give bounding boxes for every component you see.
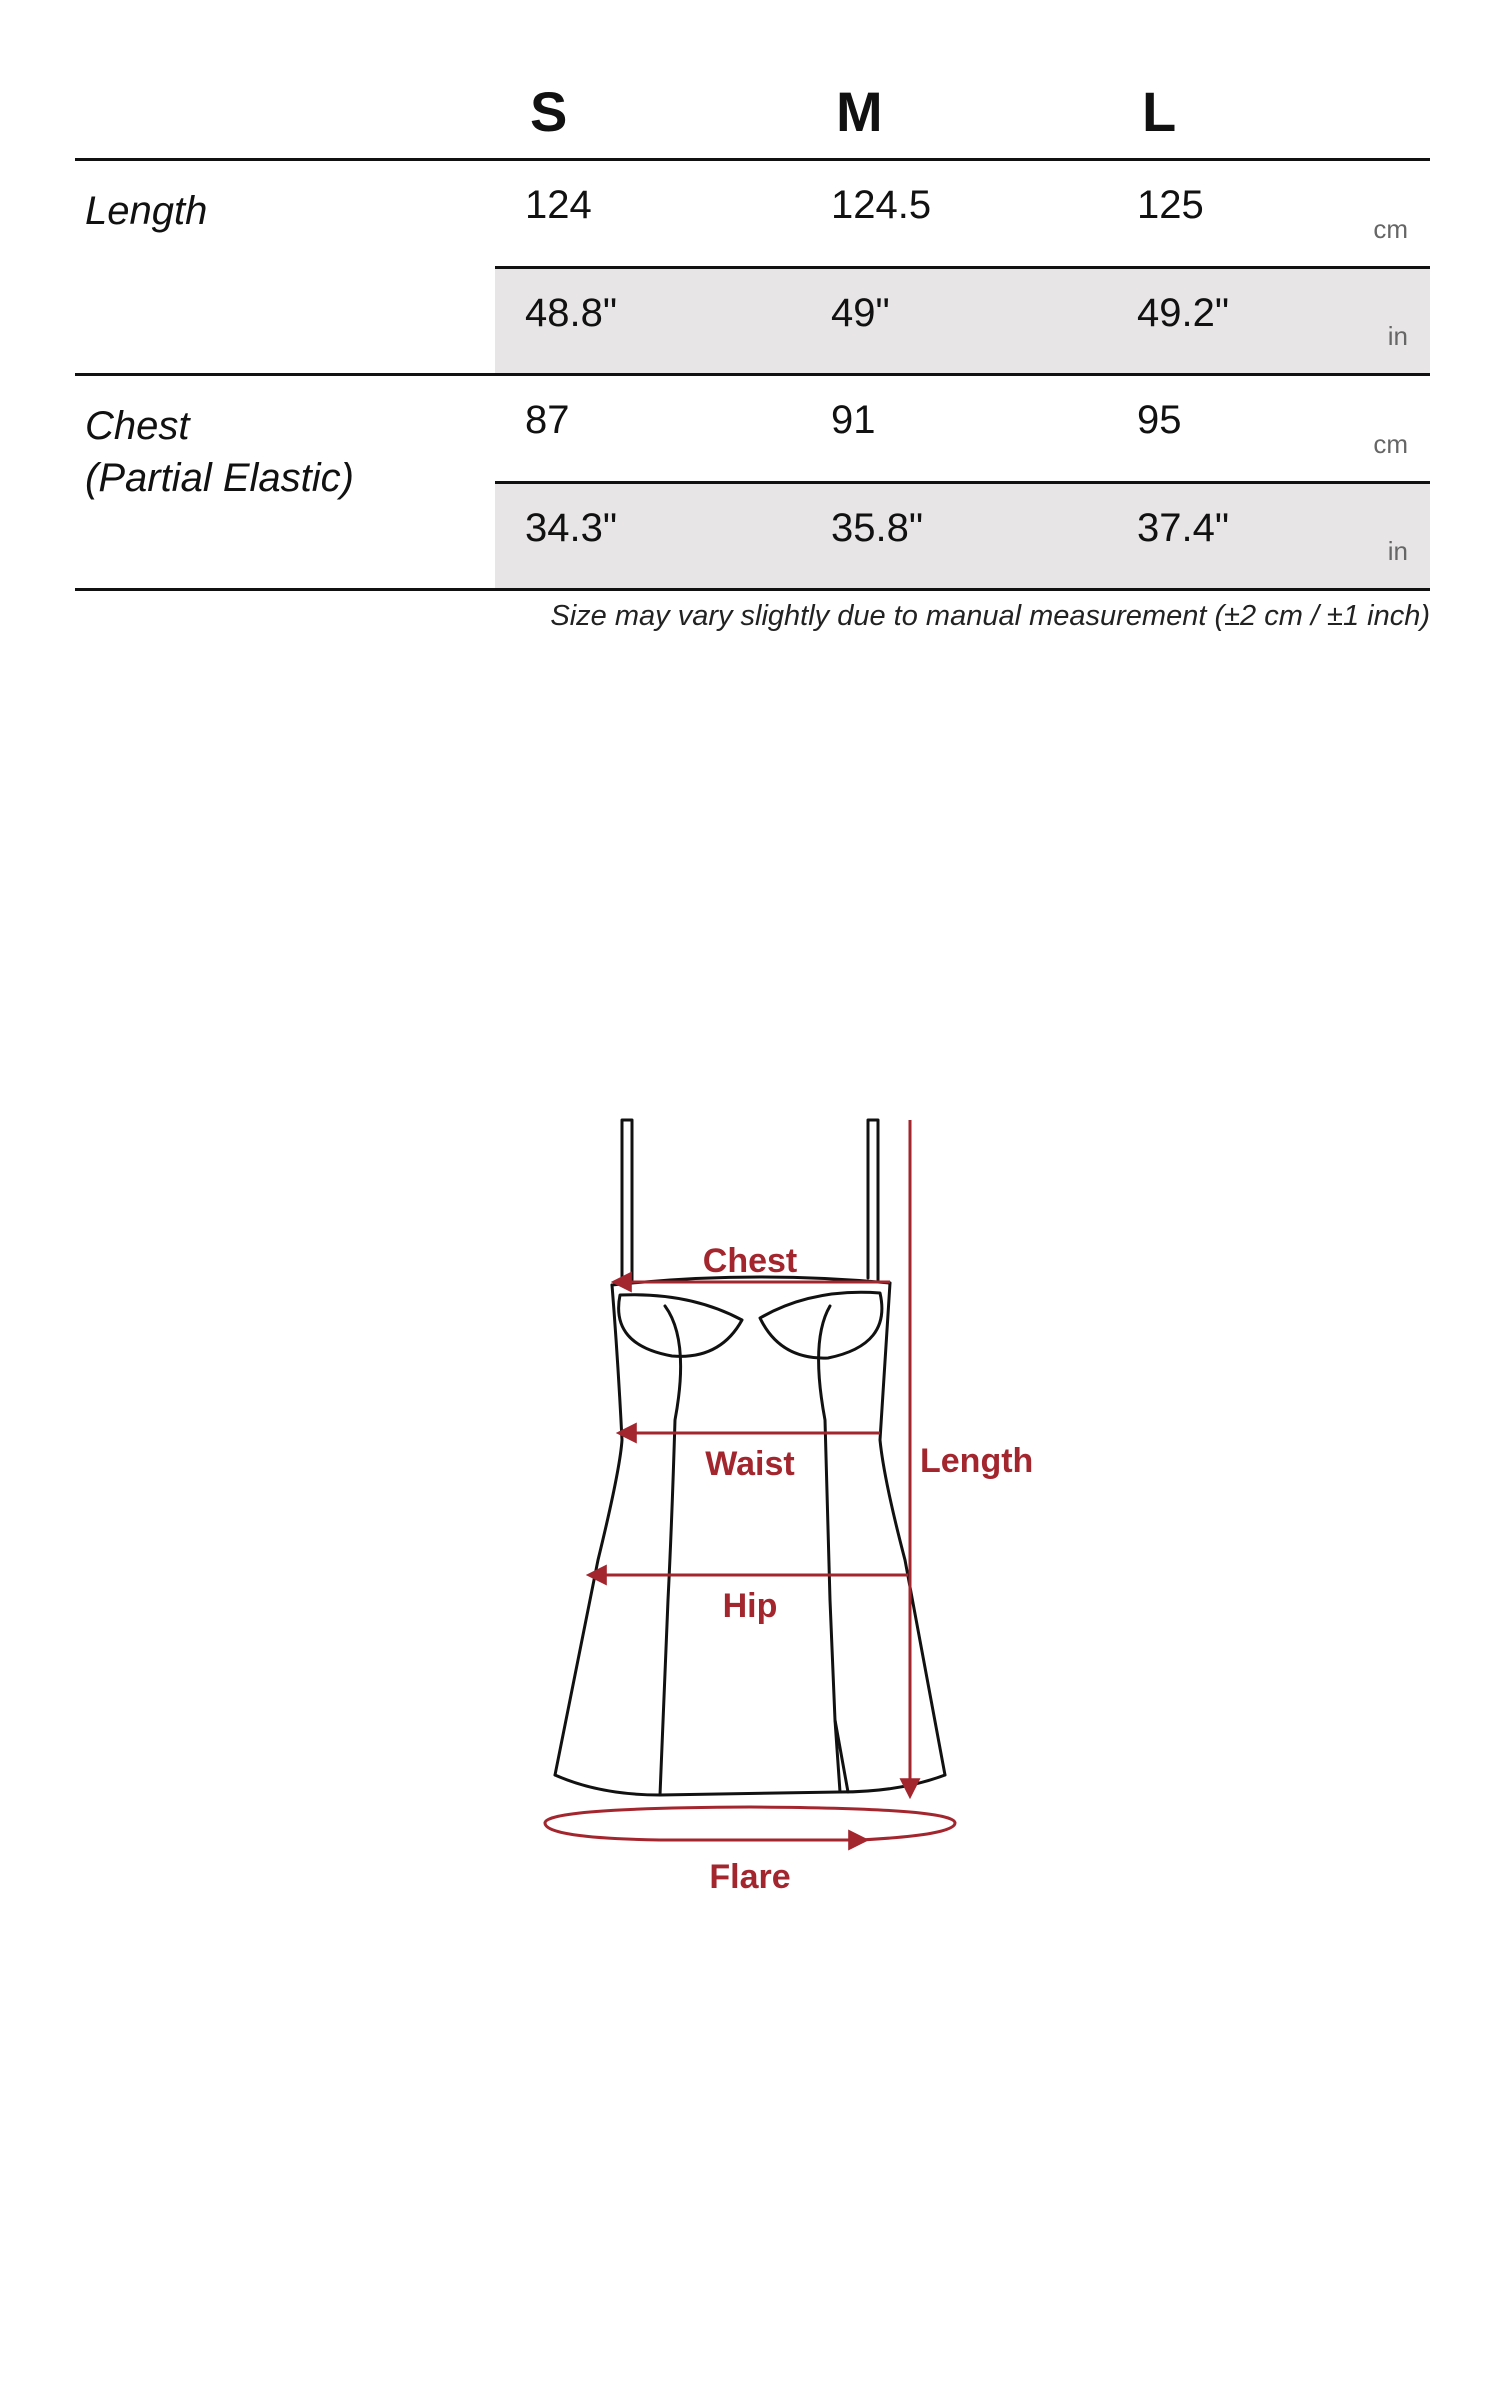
dress-left-side xyxy=(555,1285,622,1775)
length-in-l: 49.2" xyxy=(1137,291,1230,335)
flare-ellipse xyxy=(545,1807,955,1840)
chest-in-m: 35.8" xyxy=(831,506,924,550)
right-princess-seam xyxy=(819,1306,840,1792)
length-label-text: Length xyxy=(920,1442,1034,1480)
length-in-m: 49" xyxy=(831,291,890,335)
hip-label-text: Hip xyxy=(722,1587,778,1625)
right-strap xyxy=(868,1120,878,1280)
chest-cm-s: 87 xyxy=(525,398,570,442)
waist-label-text: Waist xyxy=(705,1445,795,1483)
length-cm-l: 125 xyxy=(1137,183,1204,227)
chest-label-line-1: Chest xyxy=(85,404,190,448)
chest-cm-l: 95 xyxy=(1137,398,1182,442)
chest-cm-m: 91 xyxy=(831,398,876,442)
length-in-unit: in xyxy=(1387,321,1408,351)
flare-label-text: Flare xyxy=(709,1858,791,1896)
chest-in-s: 34.3" xyxy=(525,506,618,550)
length-cm-s: 124 xyxy=(525,183,592,227)
size-header-s: S xyxy=(530,80,568,143)
chest-in-l: 37.4" xyxy=(1137,506,1230,550)
chest-cm-unit: cm xyxy=(1373,429,1408,459)
left-strap xyxy=(622,1120,632,1282)
length-label-line: Length xyxy=(85,189,208,233)
length-cm-unit: cm xyxy=(1373,214,1408,244)
chest-in-unit: in xyxy=(1387,536,1408,566)
dress-right-side xyxy=(880,1283,945,1775)
size-header-l: L xyxy=(1142,80,1177,143)
size-header-m: M xyxy=(836,80,883,143)
length-in-s: 48.8" xyxy=(525,291,618,335)
left-princess-seam xyxy=(660,1306,681,1795)
measurement-note: Size may vary slightly due to manual measurement (±2 cm / ±1 inch) xyxy=(550,600,1430,632)
chest-label-text: Chest xyxy=(702,1242,798,1280)
dress-hem xyxy=(555,1775,945,1795)
chest-label-line-2: (Partial Elastic) xyxy=(85,456,354,500)
length-cm-m: 124.5 xyxy=(831,183,932,227)
